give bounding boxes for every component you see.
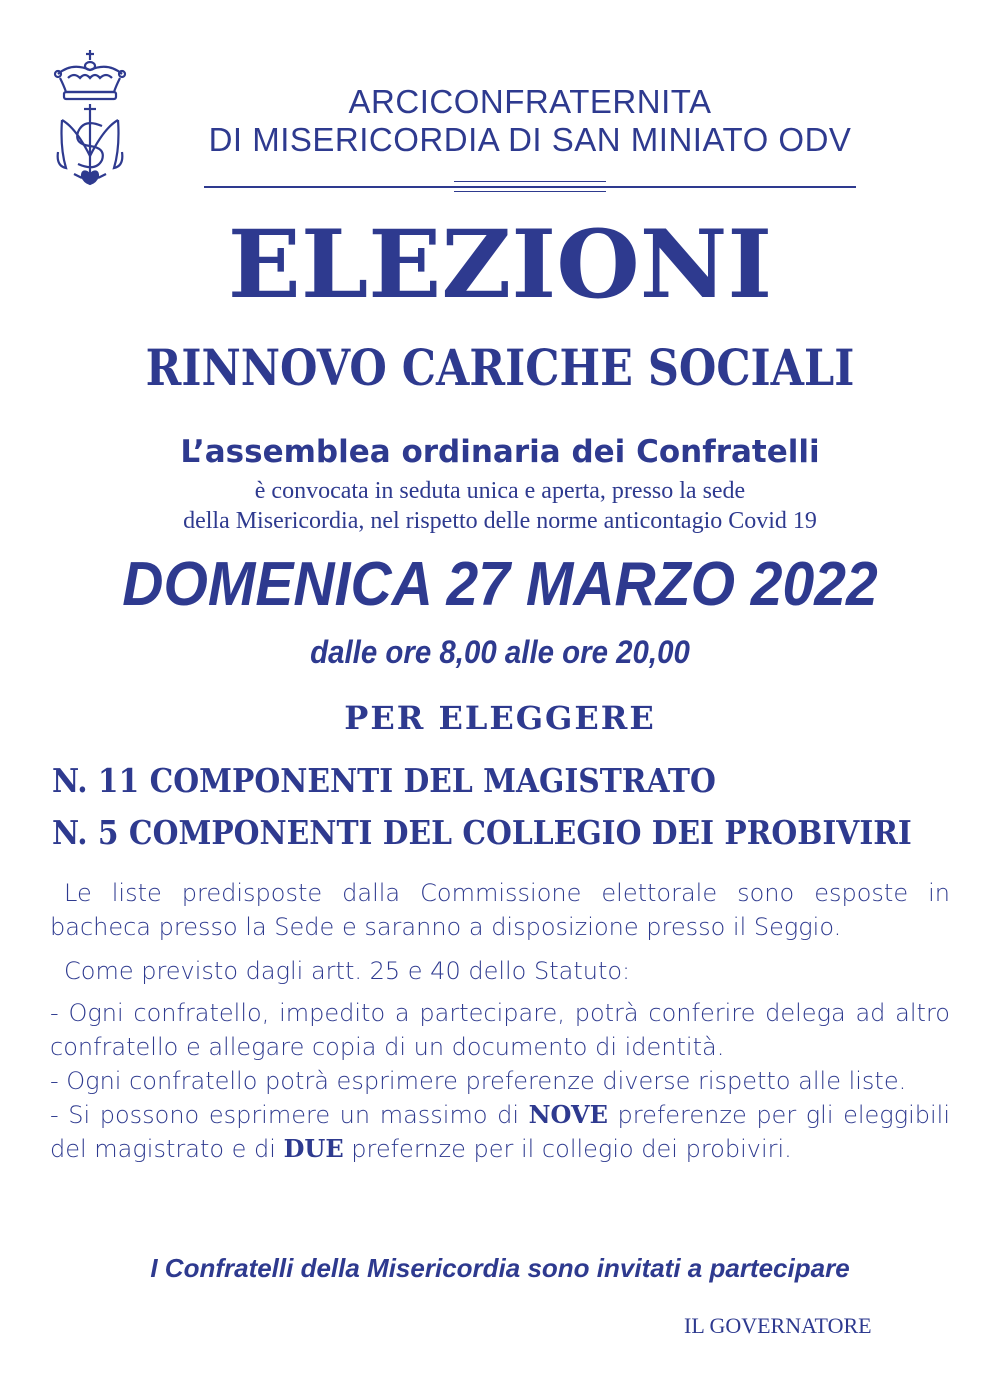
association-name-line2: DI MISERICORDIA DI SAN MINIATO ODV bbox=[208, 121, 852, 158]
page-title: ELEZIONI bbox=[227, 210, 773, 320]
divider-top bbox=[454, 181, 606, 182]
rule-preferences: - Ogni confratello potrà esprimere preferenze diverse rispetto alle liste. bbox=[50, 1067, 907, 1095]
rule-maximum-text-b: preferenze per gli eleggibili del magistrato e di bbox=[50, 1101, 950, 1163]
assembly-heading: L’assemblea ordinaria dei Confratelli bbox=[180, 434, 820, 470]
divider-bottom bbox=[454, 191, 606, 192]
election-hours: dalle ore 8,00 alle ore 20,00 bbox=[310, 634, 690, 670]
rule-maximum-due: DUE bbox=[283, 1134, 344, 1163]
convocation-line2: della Misericordia, nel rispetto delle norme anticontagio Covid 19 bbox=[183, 508, 817, 534]
signature: IL GOVERNATORE bbox=[684, 1313, 872, 1338]
divider bbox=[204, 186, 856, 188]
rule-maximum bbox=[50, 1098, 950, 1166]
components-magistrato: N. 11 COMPONENTI DEL MAGISTRATO bbox=[52, 761, 716, 800]
rule-maximum-text-a: - Si possono esprimere un massimo di bbox=[50, 1101, 529, 1129]
convocation-line1: è convocata in seduta unica e aperta, presso la sede bbox=[254, 478, 746, 504]
invitation-line: I Confratelli della Misericordia sono invitati a partecipare bbox=[150, 1253, 850, 1283]
election-date: DOMENICA 27 MARZO 2022 bbox=[122, 550, 878, 619]
rule-maximum-text-c: prefernze per il collegio dei probiviri. bbox=[343, 1135, 792, 1163]
crown-monogram-logo bbox=[52, 48, 128, 186]
page-subtitle: RINNOVO CARICHE SOCIALI bbox=[145, 338, 855, 397]
statute-paragraph: Come previsto dagli artt. 25 e 40 dello Statuto: bbox=[64, 957, 631, 985]
rule-delegation: - Ogni confratello, impedito a partecipare, potrà conferire delega ad altro confratello e allegare copia di un documento di identità. bbox=[50, 999, 950, 1061]
rules-block bbox=[50, 996, 950, 1166]
rule-maximum-nove: NOVE bbox=[528, 1100, 608, 1129]
association-name-line1: ARCICONFRATERNITA bbox=[348, 83, 712, 120]
lists-paragraph: Le liste predisposte dalla Commissione elettorale sono esposte in bacheca presso la Sede e saranno a disposizione presso il Seggio. bbox=[50, 879, 950, 941]
to-elect-heading: PER ELEGGERE bbox=[344, 699, 656, 737]
components-probiviri: N. 5 COMPONENTI DEL COLLEGIO DEI PROBIVIRI bbox=[52, 813, 912, 852]
